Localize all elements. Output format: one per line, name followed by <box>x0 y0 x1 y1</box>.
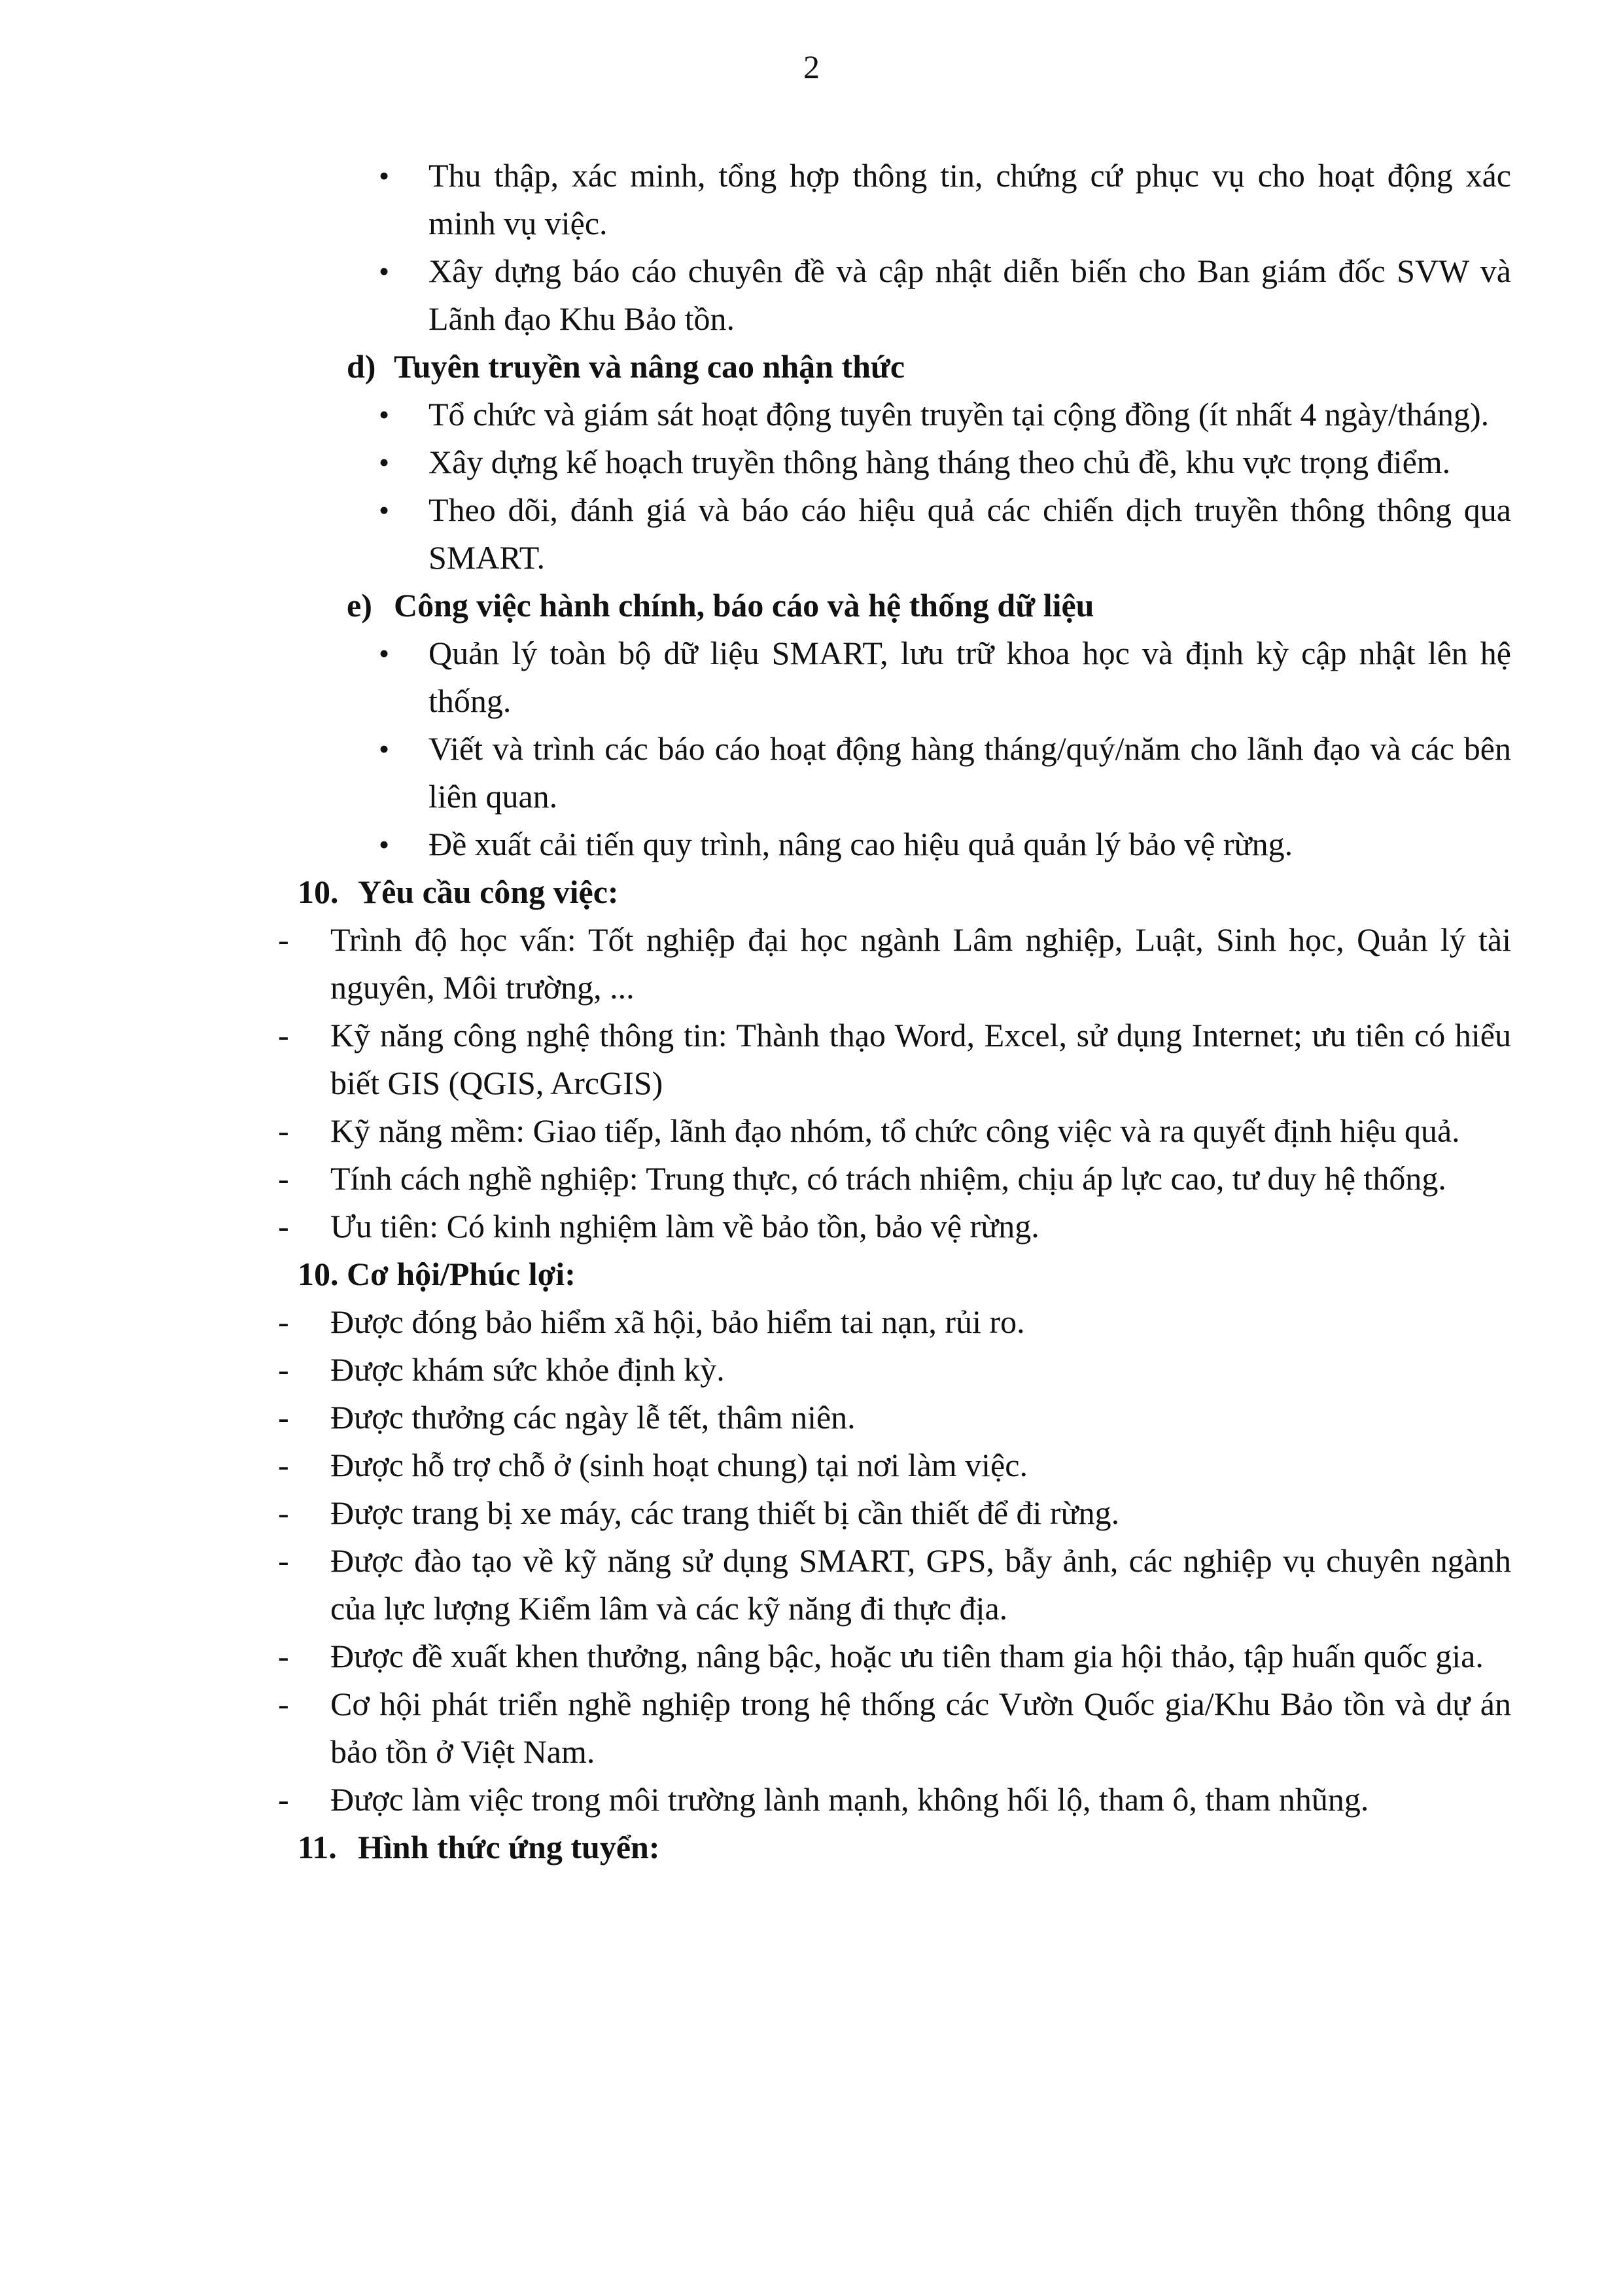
benefits-list <box>278 1298 1511 1824</box>
list-item: • Thu thập, xác minh, tổng hợp thông tin, chứng cứ phục vụ cho hoạt động xác minh vụ việc. <box>428 152 1511 247</box>
document-body <box>278 152 1511 1871</box>
list-item: - Ưu tiên: Có kinh nghiệm làm về bảo tồn, bảo vệ rừng. <box>330 1203 1511 1250</box>
dash-icon: - <box>278 1017 289 1053</box>
list-item: - Tính cách nghề nghiệp: Trung thực, có trách nhiệm, chịu áp lực cao, tư duy hệ thống. <box>330 1155 1511 1203</box>
list-item: • Quản lý toàn bộ dữ liệu SMART, lưu trữ khoa học và định kỳ cập nhật lên hệ thống. <box>428 629 1511 725</box>
dash-icon: - <box>278 1781 289 1818</box>
list-item: • Tổ chức và giám sát hoạt động tuyên truyền tại cộng đồng (ít nhất 4 ngày/tháng). <box>428 391 1511 438</box>
dash-icon: - <box>278 1542 289 1579</box>
bullet-icon: • <box>379 255 390 288</box>
list-item: • Đề xuất cải tiến quy trình, nâng cao hiệu quả quản lý bảo vệ rừng. <box>428 821 1511 868</box>
list-item: - Kỹ năng công nghệ thông tin: Thành thạo Word, Excel, sử dụng Internet; ưu tiên có hiểu biết GIS (QGIS, ArcGIS) <box>330 1012 1511 1107</box>
list-item: - Được khám sức khỏe định kỳ. <box>330 1346 1511 1394</box>
list-item: • Xây dựng báo cáo chuyên đề và cập nhật diễn biến cho Ban giám đốc SVW và Lãnh đạo Khu Bảo tồn. <box>428 247 1511 343</box>
bullet-icon: • <box>379 398 390 431</box>
dash-icon: - <box>278 921 289 958</box>
dash-icon: - <box>278 1399 289 1436</box>
page-number: 2 <box>803 48 820 85</box>
list-item: - Trình độ học vấn: Tốt nghiệp đại học ngành Lâm nghiệp, Luật, Sinh học, Quản lý tài nguyên, Môi trường, ... <box>330 916 1511 1012</box>
subheading-d: d) Tuyên truyền và nâng cao nhận thức <box>347 348 905 385</box>
list-item: • Viết và trình các báo cáo hoạt động hàng tháng/quý/năm cho lãnh đạo và các bên liên quan. <box>428 725 1511 821</box>
subheading-e: e) Công việc hành chính, báo cáo và hệ thống dữ liệu <box>347 587 1094 624</box>
section-heading-apply: 11. Hình thức ứng tuyển: <box>298 1829 660 1865</box>
list-item: - Cơ hội phát triển nghề nghiệp trong hệ thống các Vườn Quốc gia/Khu Bảo tồn và dự án bảo tồn ở Việt Nam. <box>330 1680 1511 1776</box>
bullet-icon: • <box>379 828 390 861</box>
list-item: - Được làm việc trong môi trường lành mạnh, không hối lộ, tham ô, tham nhũng. <box>330 1776 1511 1824</box>
dash-icon: - <box>278 1303 289 1340</box>
dash-icon: - <box>278 1351 289 1388</box>
list-item: - Kỹ năng mềm: Giao tiếp, lãnh đạo nhóm, tổ chức công việc và ra quyết định hiệu quả. <box>330 1107 1511 1155</box>
list-item: • Theo dõi, đánh giá và báo cáo hiệu quả các chiến dịch truyền thông thông qua SMART. <box>428 486 1511 582</box>
list-item: - Được trang bị xe máy, các trang thiết bị cần thiết để đi rừng. <box>330 1489 1511 1537</box>
dash-icon: - <box>278 1447 289 1483</box>
bullet-icon: • <box>379 446 390 479</box>
dash-icon: - <box>278 1112 289 1149</box>
requirements-list <box>278 916 1511 1250</box>
bullet-icon: • <box>379 493 390 527</box>
bullet-icon: • <box>379 637 390 670</box>
dash-icon: - <box>278 1494 289 1531</box>
list-item: - Được hỗ trợ chỗ ở (sinh hoạt chung) tại nơi làm việc. <box>330 1441 1511 1489</box>
dash-icon: - <box>278 1638 289 1674</box>
list-item: - Được đóng bảo hiểm xã hội, bảo hiểm tai nạn, rủi ro. <box>330 1298 1511 1346</box>
dash-icon: - <box>278 1208 289 1245</box>
block-e-list <box>278 629 1511 868</box>
list-item: - Được thưởng các ngày lễ tết, thâm niên. <box>330 1394 1511 1441</box>
section-heading-benefits: 10. Cơ hội/Phúc lợi: <box>298 1256 576 1292</box>
list-item: - Được đào tạo về kỹ năng sử dụng SMART, GPS, bẫy ảnh, các nghiệp vụ chuyên ngành của lực lượng Kiểm lâm và các kỹ năng đi thực địa. <box>330 1537 1511 1633</box>
dash-icon: - <box>278 1686 289 1722</box>
dash-icon: - <box>278 1160 289 1197</box>
block-c-list <box>278 152 1511 343</box>
list-item: • Xây dựng kế hoạch truyền thông hàng tháng theo chủ đề, khu vực trọng điểm. <box>428 438 1511 486</box>
bullet-icon: • <box>379 732 390 766</box>
bullet-icon: • <box>379 159 390 192</box>
block-d-list <box>278 391 1511 582</box>
section-heading-requirements: 10. Yêu cầu công việc: <box>298 874 619 910</box>
list-item: - Được đề xuất khen thưởng, nâng bậc, hoặc ưu tiên tham gia hội thảo, tập huấn quốc gia. <box>330 1633 1511 1680</box>
